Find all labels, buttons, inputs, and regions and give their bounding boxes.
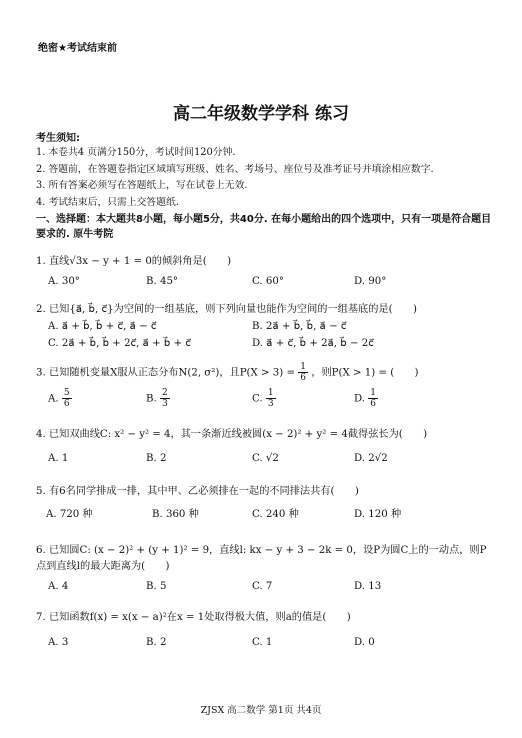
option-c: C. 60° [252, 275, 284, 287]
question-7 [36, 611, 506, 651]
question-stem: 4. 已知双曲线C: x² − y² = 4，其一条渐近线被圆(x − 2)² + y² = 4截得弦长为( ) [36, 429, 428, 440]
option-row [36, 452, 506, 467]
option-b: B. $\frac{2}{3}$ [146, 388, 168, 409]
option-d: D. 0 [354, 636, 375, 648]
option-a: A. a⃗ + b⃗, b⃗ + c⃗, a⃗ − c⃗ [48, 320, 157, 332]
option-row [36, 275, 506, 290]
option-d: D. $\frac{1}{6}$ [354, 388, 377, 409]
notice-list [36, 146, 496, 212]
option-d: D. a⃗ + c⃗, b⃗ + 2a⃗, b⃗ − 2c⃗ [252, 337, 374, 349]
notice-item: 1. 本卷共4 页满分150分，考试时间120分钟. [36, 147, 236, 158]
notice-item: 4. 考试结束后，只需上交答题纸. [36, 196, 179, 208]
question-1 [36, 255, 506, 290]
option-c: C. 2a⃗ + b⃗, b⃗ + 2c⃗, a⃗ + b⃗ + c⃗ [48, 337, 191, 349]
page-footer: ZJSX 高二数学 第1页 共4页 [200, 705, 322, 716]
question-stem: 2. 已知{a⃗, b⃗, c⃗}为空间的一组基底，则下列向量也能作为空间的一组基底的是( ) [36, 304, 417, 315]
option-row [36, 320, 506, 335]
option-a: A. 4 [48, 581, 69, 592]
option-b: B. 5 [146, 581, 167, 592]
option-c: C. 1 [252, 636, 273, 648]
page-title: 高二年级数学学科 练习 [173, 104, 349, 124]
option-row [36, 508, 506, 523]
option-d: D. 2√2 [354, 452, 388, 464]
question-stem: 7. 已知函数f(x) = x(x − a)²在x = 1处取得极大值，则a的值是( ) [36, 612, 351, 623]
confidential-label: 绝密★考试结束前 [38, 43, 117, 54]
option-row [36, 388, 506, 414]
option-a: A. 3 [48, 636, 69, 648]
option-b: B. 360 种 [152, 508, 199, 520]
option-row [36, 636, 506, 651]
option-row [36, 580, 506, 595]
option-c: C. 7 [252, 581, 273, 592]
option-d: D. 120 种 [354, 508, 402, 520]
option-a: A. $\frac{5}{6}$ [48, 388, 70, 409]
option-b: B. 2 [146, 452, 167, 464]
question-stem: 3. 已知随机变量X服从正态分布N(2, σ²)，且P(X > 3) = $\frac{1}{6}$ ，则P(X > 1) = ( ) [36, 362, 419, 383]
option-a: A. 1 [48, 452, 69, 464]
question-5 [36, 485, 506, 523]
option-row [36, 337, 506, 352]
notice-item: 2. 答题前，在答题卷指定区域填写班级、姓名、考场号、座位号及准考证号并填涂相应数字. [36, 163, 434, 175]
section-heading: 一、选择题：本大题共8小题，每小题5分，共40分. 在每小题给出的四个选项中，只有一项是符合题目要求的. 原牛考院 [36, 214, 492, 240]
question-stem: 5. 有6名同学排成一排，其中甲、乙必须排在一起的不同排法共有( ) [36, 486, 359, 497]
option-b: B. 45° [146, 275, 179, 287]
option-c: C. 240 种 [252, 508, 299, 520]
option-a: A. 30° [48, 275, 80, 287]
notice-heading: 考生须知: [36, 133, 80, 144]
question-3 [36, 362, 506, 414]
option-c: C. √2 [252, 452, 279, 464]
option-d: D. 90° [354, 275, 387, 287]
option-c: C. $\frac{1}{3}$ [252, 388, 274, 409]
option-b: B. 2 [146, 636, 167, 648]
fraction: $\frac{1}{6}$ [300, 362, 307, 383]
question-4 [36, 428, 506, 467]
option-a: A. 720 种 [46, 508, 93, 520]
question-stem: 1. 直线√3x − y + 1 = 0的倾斜角是( ) [36, 256, 232, 267]
question-2 [36, 303, 506, 352]
notice-item: 3. 所有答案必须写在答题纸上，写在试卷上无效. [36, 180, 248, 191]
option-d: D. 13 [354, 581, 382, 592]
question-6 [36, 543, 506, 595]
option-b: B. 2a⃗ + b⃗, b⃗, a⃗ − c⃗ [252, 320, 347, 332]
question-stem: 6. 已知圆C: (x − 2)² + (y + 1)² = 9，直线l: kx − y + 3 − 2k = 0，设P为圆C上的一动点，则P点到直线l的最大距离为( ) [36, 545, 487, 572]
